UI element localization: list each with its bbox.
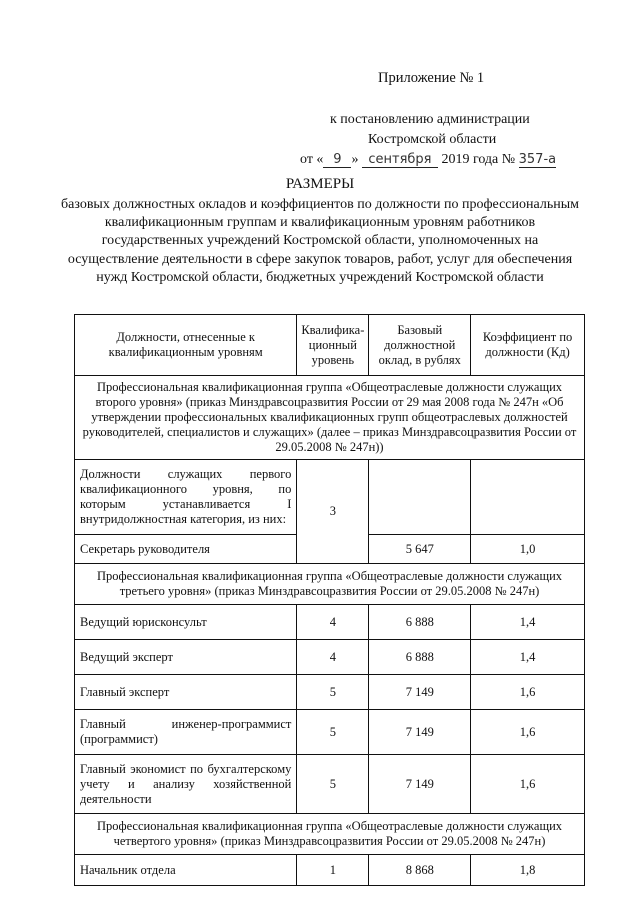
ref-month: сентября bbox=[362, 152, 438, 168]
coef-cell: 1,0 bbox=[471, 535, 585, 564]
ref-date-line bbox=[300, 150, 580, 170]
coef-cell: 1,4 bbox=[471, 640, 585, 675]
appendix-label: Приложение № 1 bbox=[378, 70, 485, 86]
header-position: Должности, отнесенные к квалификационным уровням bbox=[75, 315, 297, 376]
ref-day: 9 bbox=[323, 152, 351, 168]
table-header-row bbox=[75, 315, 585, 376]
table-row bbox=[75, 855, 585, 886]
group-1-title: Профессиональная квалификационная группа «Общеотраслевые должности служащих второго уровня» (приказ Минздравсоцразвития России от 29 мая 2008 года № 247н «Об утверждении профессиональных квалификационных групп общеотраслевых должностей руководителей, специалистов и служащих» (далее – приказ Минздравсоцразвития России от 29.05.2008 № 247н)) bbox=[75, 376, 585, 460]
position-name: Ведущий эксперт bbox=[75, 640, 297, 675]
salary-cell: 6 888 bbox=[369, 640, 471, 675]
level-cell: 4 bbox=[297, 605, 369, 640]
position-name: Начальник отдела bbox=[75, 855, 297, 886]
salary-cell: 6 888 bbox=[369, 605, 471, 640]
salary-table bbox=[74, 314, 585, 886]
group-row bbox=[75, 564, 585, 605]
table-row bbox=[75, 675, 585, 710]
table-row bbox=[75, 460, 585, 535]
header-salary: Базовый должностной оклад, в рублях bbox=[369, 315, 471, 376]
group-2-title: Профессиональная квалификационная группа «Общеотраслевые должности служащих третьего уровня» (приказ Минздравсоцразвития России от 29.05.2008 № 247н) bbox=[75, 564, 585, 605]
level-cell: 1 bbox=[297, 855, 369, 886]
g1-subgroup: Должности служащих первого квалификационного уровня, по которым устанавливается I внутридолжностная категория, из них: bbox=[75, 460, 297, 535]
ref-from: от « bbox=[300, 152, 324, 167]
salary-cell: 7 149 bbox=[369, 710, 471, 755]
table-row bbox=[75, 710, 585, 755]
level-cell: 5 bbox=[297, 755, 369, 814]
coef-cell: 1,8 bbox=[471, 855, 585, 886]
coef-cell: 1,6 bbox=[471, 675, 585, 710]
position-name: Главный инженер-программист (программист) bbox=[75, 710, 297, 755]
table-row bbox=[75, 605, 585, 640]
coef-cell: 1,4 bbox=[471, 605, 585, 640]
ref-year: 2019 года № bbox=[441, 152, 516, 167]
level-cell: 4 bbox=[297, 640, 369, 675]
header-coefficient: Коэффициент по должности (Кд) bbox=[471, 315, 585, 376]
salary-cell: 7 149 bbox=[369, 675, 471, 710]
position-name: Ведущий юрисконсульт bbox=[75, 605, 297, 640]
level-cell: 5 bbox=[297, 675, 369, 710]
document-title: РАЗМЕРЫ bbox=[285, 176, 355, 192]
level-cell: 5 bbox=[297, 710, 369, 755]
position-name: Главный экономист по бухгалтерскому учету и анализу хозяйственной деятельности bbox=[75, 755, 297, 814]
table-row bbox=[75, 640, 585, 675]
g1-level: 3 bbox=[297, 460, 369, 564]
group-row bbox=[75, 814, 585, 855]
coef-cell: 1,6 bbox=[471, 710, 585, 755]
salary-cell: 5 647 bbox=[369, 535, 471, 564]
document-subtitle: базовых должностных окладов и коэффициентов по должности по профессиональным квалификационным группам и квалификационным уровням работников государственных учреждений Костромской области, уполномоченных на осуществление деятельности в сфере закупок товаров, работ, услуг для обеспечения нужд Костромской области, бюджетных учреждений Костромской области bbox=[61, 197, 579, 285]
ref-number: 357-а bbox=[518, 152, 557, 167]
salary-cell: 8 868 bbox=[369, 855, 471, 886]
group-row bbox=[75, 376, 585, 460]
coef-cell: 1,6 bbox=[471, 755, 585, 814]
group-3-title: Профессиональная квалификационная группа «Общеотраслевые должности служащих четвертого уровня» (приказ Минздравсоцразвития России от 29.05.2008 № 247н) bbox=[75, 814, 585, 855]
ref-line-2: Костромской области bbox=[368, 132, 497, 147]
header-level: Квалифика-ционный уровень bbox=[297, 315, 369, 376]
decree-reference bbox=[300, 110, 580, 170]
ref-line-1: к постановлению администрации bbox=[330, 112, 530, 127]
table-row bbox=[75, 755, 585, 814]
ref-mid: » bbox=[351, 152, 359, 167]
position-name: Главный эксперт bbox=[75, 675, 297, 710]
position-name: Секретарь руководителя bbox=[75, 535, 297, 564]
salary-cell: 7 149 bbox=[369, 755, 471, 814]
